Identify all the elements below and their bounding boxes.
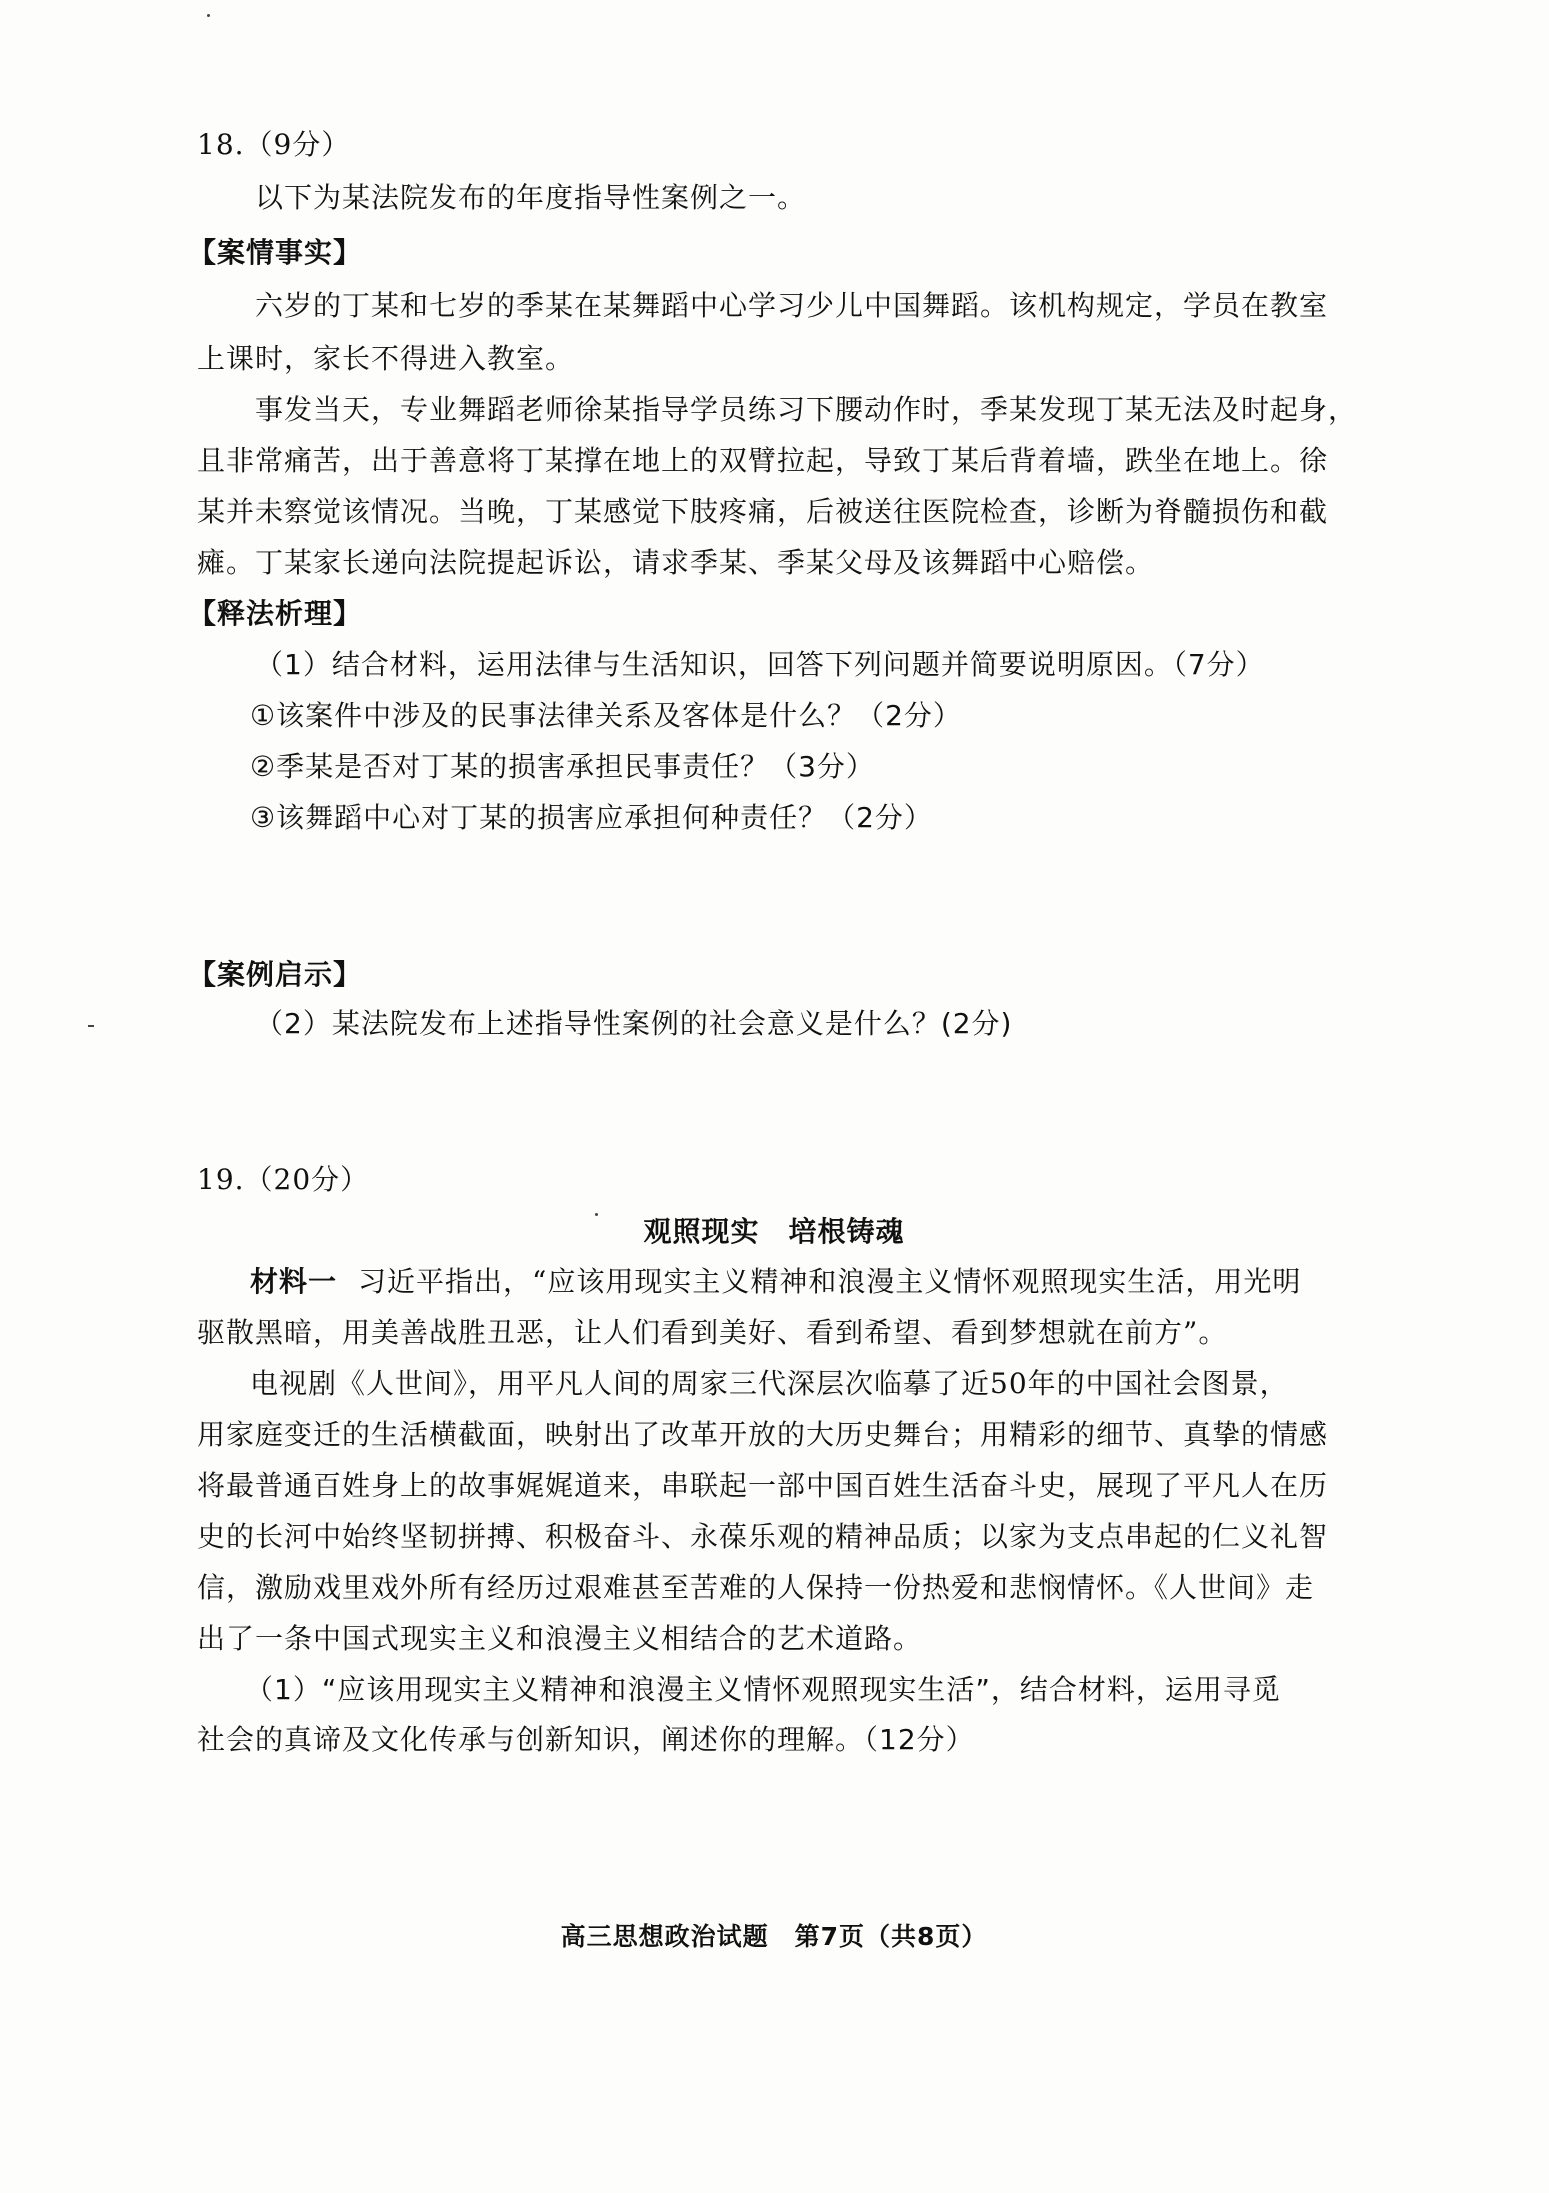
facts-line: 事发当天，专业舞蹈老师徐某指导学员练习下腰动作时，季某发现丁某无法及时起身， xyxy=(255,393,1358,426)
insight-heading: 【案例启示】 xyxy=(188,958,363,991)
q18-item: ①该案件中涉及的民事法律关系及客体是什么？（2分） xyxy=(250,699,962,732)
material-line: 驱散黑暗，用美善战胜丑恶，让人们看到美好、看到希望、看到梦想就在前方”。 xyxy=(197,1316,1228,1349)
facts-line: 六岁的丁某和七岁的季某在某舞蹈中心学习少儿中国舞蹈。该机构规定，学员在教室 xyxy=(255,289,1329,322)
facts-line: 某并未察觉该情况。当晚，丁某感觉下肢疼痛，后被送往医院检查，诊断为脊髓损伤和截 xyxy=(197,495,1329,528)
material-line: 习近平指出，“应该用现实主义精神和浪漫主义情怀观照现实生活，用光明 xyxy=(358,1265,1302,1298)
facts-line: 瘫。丁某家长递向法院提起诉讼，请求季某、季某父母及该舞蹈中心赔偿。 xyxy=(197,546,1155,579)
q19-title: 观照现实 培根铸魂 xyxy=(643,1215,905,1248)
drama-line: 出了一条中国式现实主义和浪漫主义相结合的艺术道路。 xyxy=(197,1622,923,1655)
q18-intro: 以下为某法院发布的年度指导性案例之一。 xyxy=(255,181,807,214)
q19-sub-question-1: （1）“应该用现实主义精神和浪漫主义情怀观照现实生活”，结合材料，运用寻觅 xyxy=(245,1673,1281,1706)
scan-speck xyxy=(207,14,210,17)
material-label: 材料一 xyxy=(250,1265,338,1298)
facts-line: 上课时，家长不得进入教室。 xyxy=(197,342,575,375)
drama-line: 用家庭变迁的生活横截面，映射出了改革开放的大历史舞台；用精彩的细节、真挚的情感 xyxy=(197,1418,1329,1451)
facts-heading: 【案情事实】 xyxy=(188,236,363,269)
scan-speck xyxy=(88,1025,94,1027)
q18-item: ③该舞蹈中心对丁某的损害应承担何种责任？（2分） xyxy=(250,801,933,834)
analysis-heading: 【释法析理】 xyxy=(188,597,363,630)
q19-sub-question-1-cont: 社会的真谛及文化传承与创新知识，阐述你的理解。（12分） xyxy=(197,1723,975,1756)
drama-line: 将最普通百姓身上的故事娓娓道来，串联起一部中国百姓生活奋斗史，展现了平凡人在历 xyxy=(197,1469,1329,1502)
facts-line: 且非常痛苦，出于善意将丁某撑在地上的双臂拉起，导致丁某后背着墙，跌坐在地上。徐 xyxy=(197,444,1329,477)
q18-header: 18.（9分） xyxy=(197,128,351,161)
page-footer: 高三思想政治试题 第7页（共8页） xyxy=(560,1922,988,1951)
q19-header: 19.（20分） xyxy=(197,1163,370,1196)
q18-sub-question-2: （2）某法院发布上述指导性案例的社会意义是什么？(2分) xyxy=(255,1007,1013,1040)
drama-line: 史的长河中始终坚韧拼搏、积极奋斗、永葆乐观的精神品质；以家为支点串起的仁义礼智 xyxy=(197,1520,1329,1553)
q18-sub-question-1: （1）结合材料，运用法律与生活知识，回答下列问题并简要说明原因。（7分） xyxy=(255,648,1265,681)
drama-line: 信，激励戏里戏外所有经历过艰难甚至苦难的人保持一份热爱和悲悯情怀。《人世间》走 xyxy=(197,1571,1315,1604)
q18-item: ②季某是否对丁某的损害承担民事责任？（3分） xyxy=(250,750,875,783)
drama-line: 电视剧《人世间》，用平凡人间的周家三代深层次临摹了近50年的中国社会图景， xyxy=(250,1367,1289,1400)
